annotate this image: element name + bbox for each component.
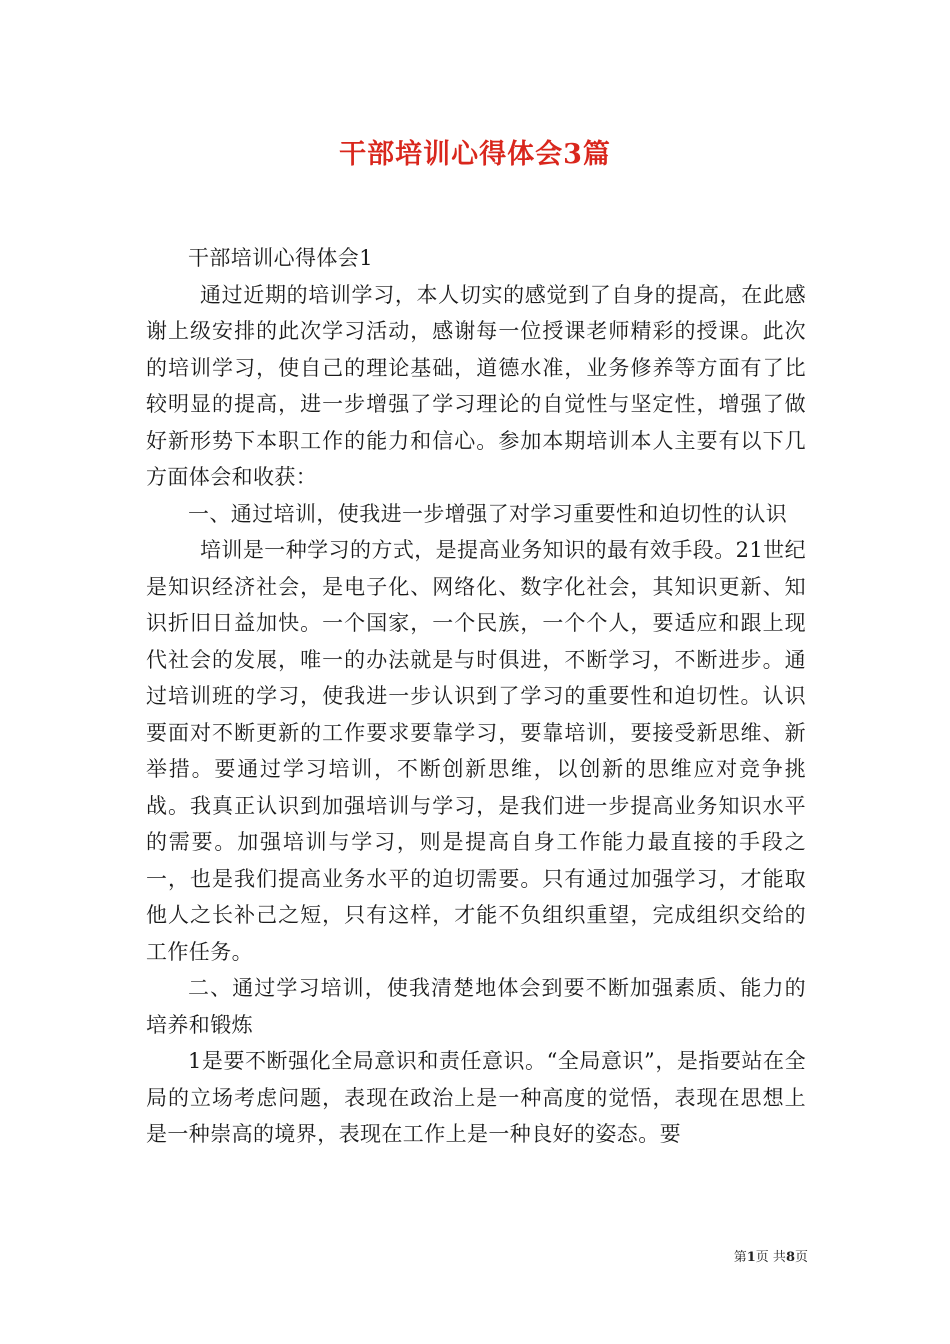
page-footer — [734, 1246, 808, 1265]
body-paragraph: 通过近期的培训学习，本人切实的感觉到了自身的提高，在此感谢上级安排的此次学习活动，感谢每一位授课老师精彩的授课。此次的培训学习，使自己的理论基础，道德水准，业务修养等方面有了比较明显的提高，进一步增强了学习理论的自觉性与坚定性，增强了做好新形势下本职工作的能力和信心。参加本期培训本人主要有以下几方面体会和收获： — [146, 282, 806, 489]
footer-suffix: 页 — [794, 1250, 808, 1265]
footer-middle: 页 共 — [755, 1250, 786, 1265]
body-paragraph: 培训是一种学习的方式，是提高业务知识的最有效手段。21世纪是知识经济社会，是电子化、网络化、数字化社会，其知识更新、知识折旧日益加快。一个国家，一个民族，一个个人，要适应和跟上现代社会的发展，唯一的办法就是与时俱进，不断学习，不断进步。通过培训班的学习，使我进一步认识到了学习的重要性和迫切性。认识要面对不断更新的工作要求要靠学习，要靠培训，要接受新思维、新举措。要通过学习培训，不断创新思维，以创新的思维应对竞争挑战。我真正认识到加强培训与学习，是我们进一步提高业务知识水平的需要。加强培训与学习，则是提高自身工作能力最直接的手段之一，也是我们提高业务水平的迫切需要。只有通过加强学习，才能取他人之长补己之短，只有这样，才能不负组织重望，完成组织交给的工作任务。 — [146, 538, 806, 964]
document-title: 干部培训心得体会3篇 — [339, 139, 611, 170]
section-heading: 一、通过培训，使我进一步增强了对学习重要性和迫切性的认识 — [188, 501, 788, 526]
body-paragraph: 1是要不断强化全局意识和责任意识。“全局意识”，是指要站在全局的立场考虑问题，表现在政治上是一种高度的觉悟，表现在思想上是一种崇高的境界，表现在工作上是一种良好的姿态。要 — [146, 1049, 806, 1146]
footer-prefix: 第 — [733, 1250, 747, 1265]
section-heading: 二、通过学习培训，使我清楚地体会到要不断加强素质、能力的培养和锻炼 — [146, 976, 806, 1037]
current-page-number: 1 — [746, 1250, 756, 1265]
total-page-number: 8 — [785, 1250, 795, 1265]
section-heading: 干部培训心得体会1 — [188, 246, 373, 270]
document-body — [146, 240, 806, 1153]
